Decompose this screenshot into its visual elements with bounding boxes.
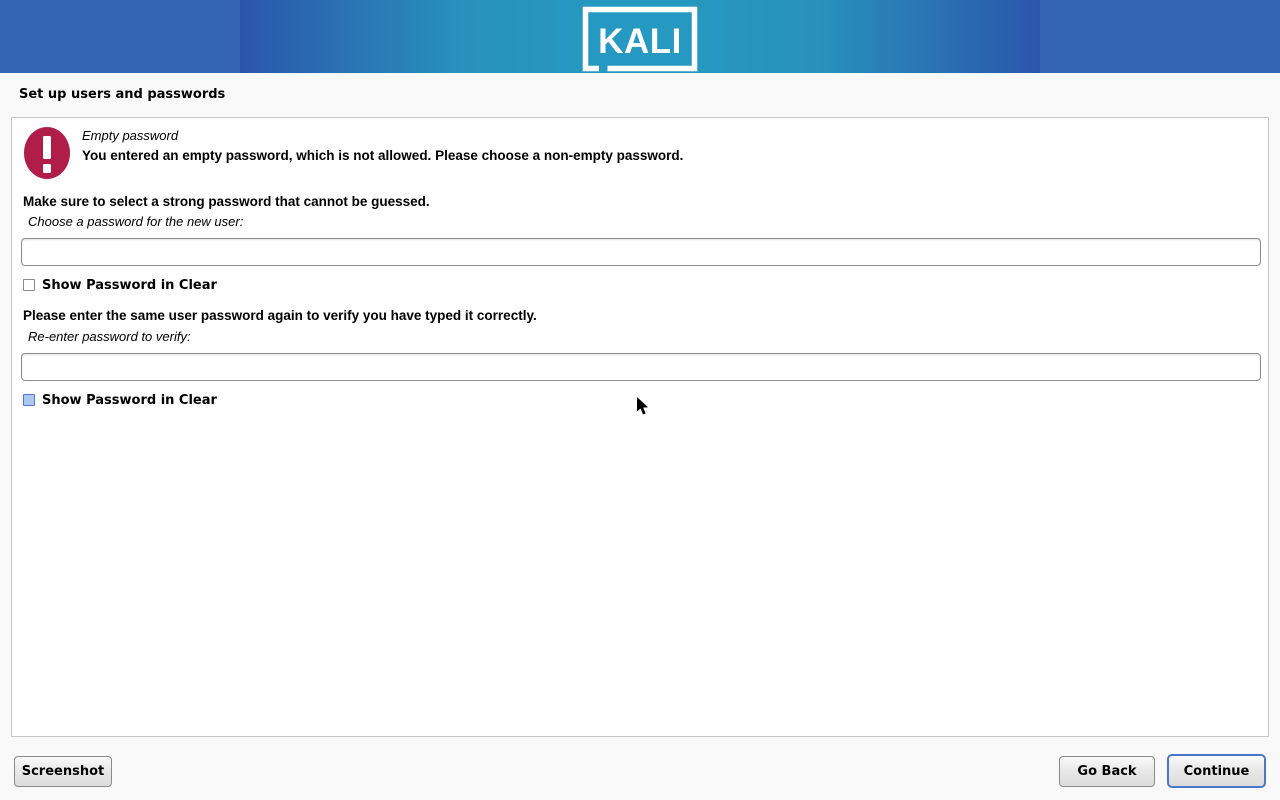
show-password-checkbox[interactable]	[23, 279, 35, 291]
top-banner	[0, 0, 1280, 73]
page-title: Set up users and passwords	[19, 87, 226, 102]
show-verify-label: Show Password in Clear	[42, 392, 217, 408]
kali-logo	[582, 6, 698, 72]
mouse-cursor	[637, 397, 649, 416]
show-password-checkbox-row[interactable]	[23, 277, 217, 293]
go-back-button[interactable]: Go Back	[1059, 756, 1155, 787]
error-exclamation-icon	[24, 127, 70, 179]
continue-button[interactable]: Continue	[1167, 754, 1266, 788]
password-field-label: Choose a password for the new user:	[28, 214, 244, 229]
show-password-label: Show Password in Clear	[42, 277, 217, 293]
verify-field-label: Re-enter password to verify:	[28, 329, 191, 344]
verify-password-input[interactable]	[21, 353, 1261, 381]
show-verify-checkbox-row[interactable]	[23, 392, 217, 408]
password-input[interactable]	[21, 238, 1261, 266]
screenshot-button[interactable]: Screenshot	[14, 756, 112, 787]
verify-prompt: Please enter the same user password again to verify you have typed it correctly.	[23, 308, 537, 323]
error-title: Empty password	[82, 128, 179, 143]
kali-logo-text: KALI	[598, 22, 682, 61]
show-verify-checkbox[interactable]	[23, 394, 35, 406]
error-message: You entered an empty password, which is not allowed. Please choose a non-empty password.	[82, 148, 684, 163]
content-panel	[11, 117, 1269, 737]
password-prompt: Make sure to select a strong password that cannot be guessed.	[23, 194, 430, 209]
